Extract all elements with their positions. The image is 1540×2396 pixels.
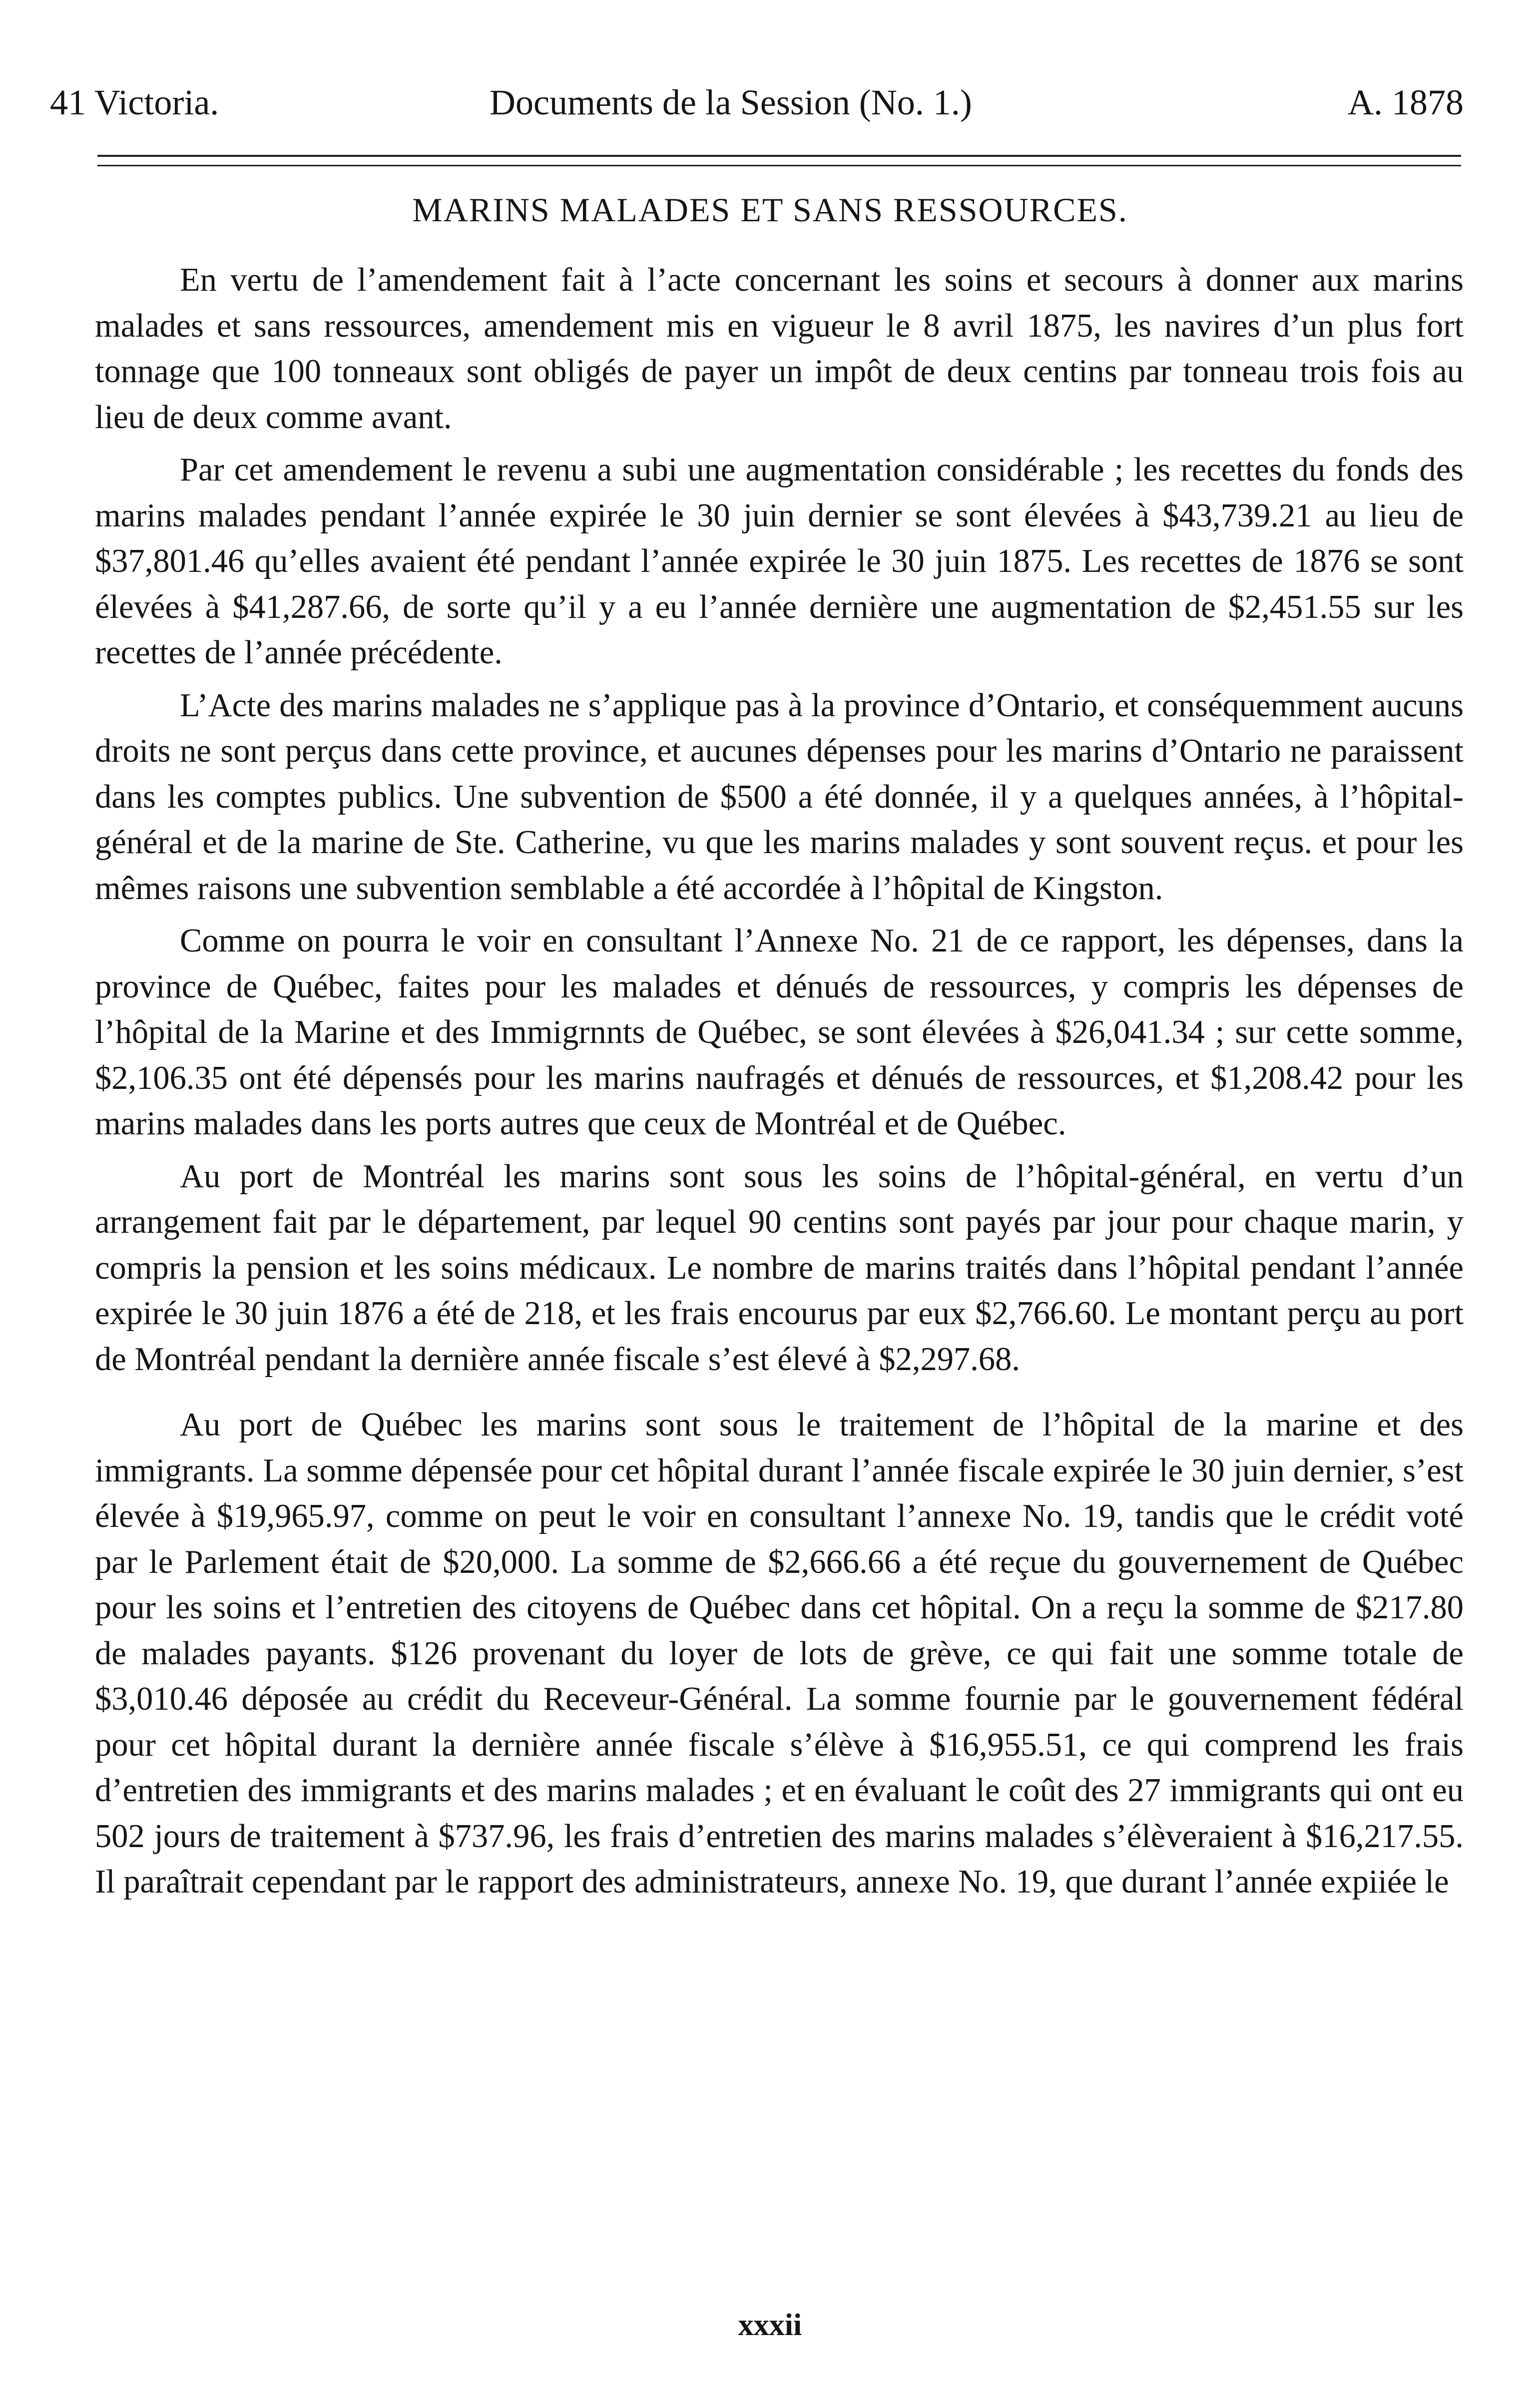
paragraph: En vertu de l’amendement fait à l’acte concernant les soins et secours à donner aux marins malades et sans ressources, amendement mis en vigueur le 8 avril 1875, les navires d’un plus fort tonnage que 100 tonneaux sont obligés de payer un impôt de deux centins par tonneau trois fois au lieu de deux comme avant. <box>95 262 1464 436</box>
running-header <box>50 75 1464 130</box>
paragraph: Par cet amendement le revenu a subi une augmentation considérable ; les recettes du fonds des marins malades pendant l’année expirée le 30 juin dernier se sont élevées à $43,739.21 au lieu de $37,801.46 qu’elles avaient été pendant l’année expirée le 30 juin 1875. Les recettes de 1876 se sont élevées à $41,287.66, de sorte qu’il y a eu l’année dernière une augmentation de $2,451.55 sur les recettes de l’année précédente. <box>95 452 1464 671</box>
header-document-title: Documents de la Session (No. 1.) <box>490 82 972 122</box>
header-rule-bottom <box>97 165 1461 166</box>
header-volume: 41 Victoria. <box>50 82 219 122</box>
body-text <box>95 257 1464 1912</box>
paragraph: Comme on pourra le voir en consultant l’Annexe No. 21 de ce rapport, les dépenses, dans la province de Québec, faites pour les malades et dénués de ressources, y compris les dépenses de l’hôpital de la Marine et des Immigrnnts de Québec, se sont élevées à $26,041.34 ; sur cette somme, $2,106.35 ont été dépensés pour les marins naufragés et dénués de ressources, et $1,208.42 pour les marins malades dans les ports autres que ceux de Montréal et de Québec. <box>95 923 1464 1142</box>
header-year: A. 1878 <box>1348 82 1464 122</box>
paragraph: Au port de Québec les marins sont sous le traitement de l’hôpital de la marine et des immigrants. La somme dépensée pour cet hôpital durant l’année fiscale expirée le 30 juin dernier, s’est élevée à $19,965.97, comme on peut le voir en consultant l’annexe No. 19, tandis que le crédit voté par le Parlement était de $20,000. La somme de $2,666.66 a été reçue du gouvernement de Québec pour les soins et l’entretien des citoyens de Québec dans cet hôpital. On a reçu la somme de $217.80 de malades payants. $126 provenant du loyer de lots de grève, ce qui fait une somme totale de $3,010.46 déposée au crédit du Receveur-Général. La somme fournie par le gouvernement fédéral pour cet hôpital durant la dernière année fiscale s’élève à $16,955.51, ce qui comprend les frais d’entretien des immigrants et des marins malades ; et en évaluant le coût des 27 immigrants qui ont eu 502 jours de traitement à $737.96, les frais d’entretien des marins malades s’élèveraient à $16,217.55. Il paraîtrait cependant par le rapport des administrateurs, annexe No. 19, que durant l’année expiiée le <box>95 1407 1464 1900</box>
header-rule-top <box>97 155 1461 157</box>
page-number: xxxii <box>738 2308 802 2342</box>
section-title: MARINS MALADES ET SANS RESSOURCES. <box>412 191 1128 229</box>
paragraph: L’Acte des marins malades ne s’applique pas à la province d’Ontario, et conséquemment aucuns droits ne sont perçus dans cette province, et aucunes dépenses pour les marins d’Ontario ne paraissent dans les comptes publics. Une subvention de $500 a été donnée, il y a quelques années, à l’hôpital-général et de la marine de Ste. Catherine, vu que les marins malades y sont souvent reçus. et pour les mêmes raisons une subvention semblable a été accordée à l’hôpital de Kingston. <box>95 687 1464 907</box>
paragraph: Au port de Montréal les marins sont sous les soins de l’hôpital-général, en vertu d’un arrangement fait par le département, par lequel 90 centins sont payés par jour pour chaque marin, y compris la pension et les soins médicaux. Le nombre de marins traités dans l’hôpital pendant l’année expirée le 30 juin 1876 a été de 218, et les frais encourus par eux $2,766.60. Le montant perçu au port de Montréal pendant la dernière année fiscale s’est élevé à $2,297.68. <box>95 1158 1464 1378</box>
